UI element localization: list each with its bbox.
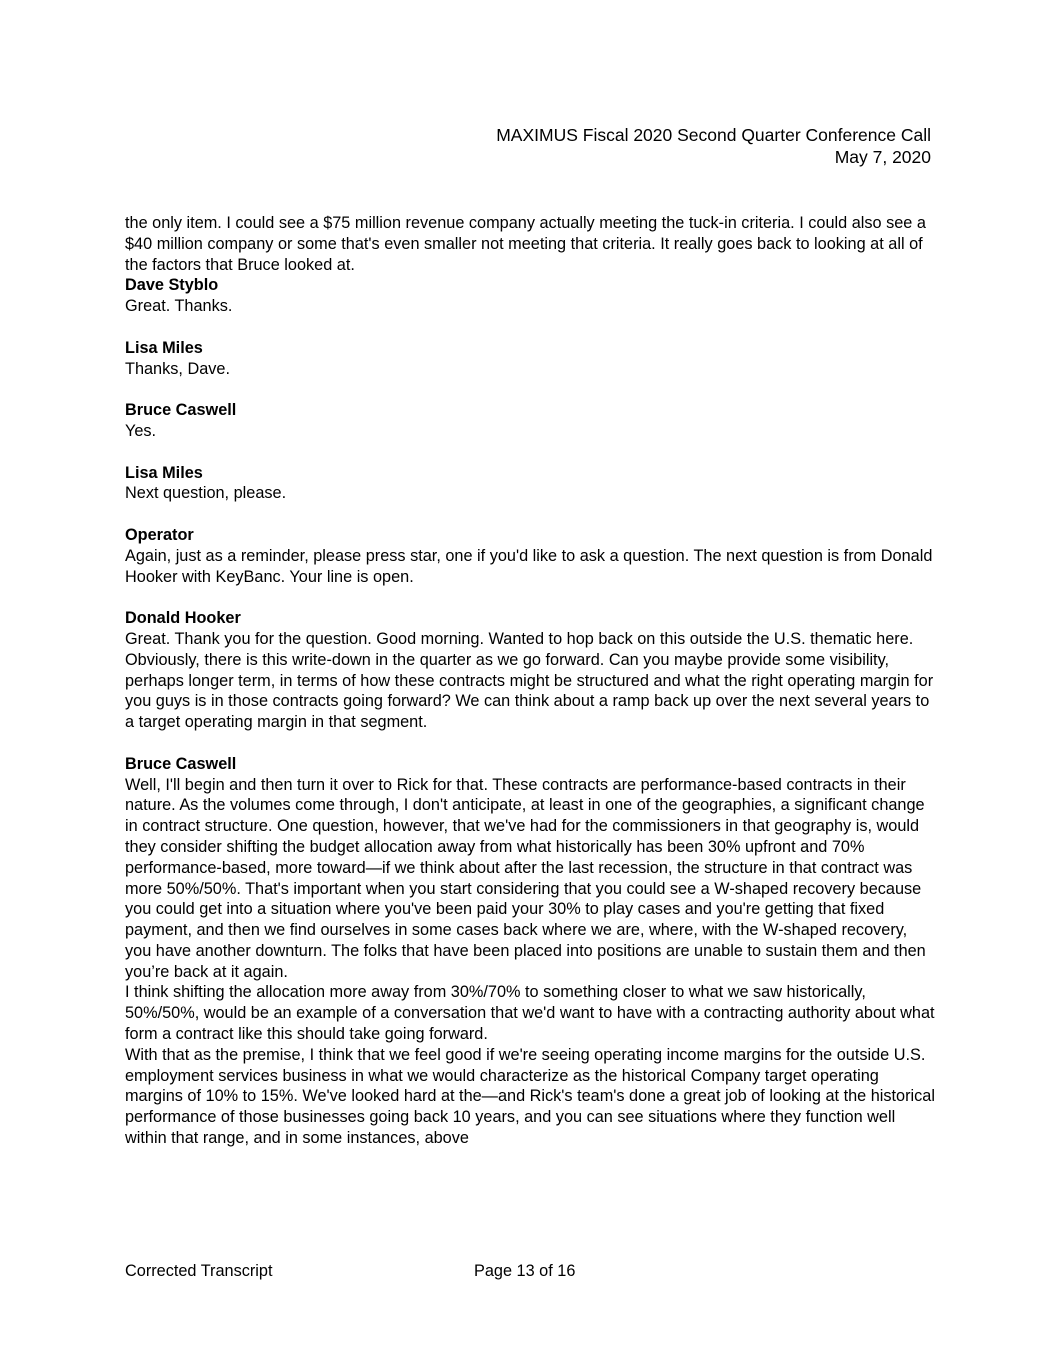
speech-paragraph: Yes. (125, 421, 157, 440)
speaker-name: Dave Styblo (125, 276, 219, 295)
speaker-name: Lisa Miles (125, 463, 203, 482)
page-number: Page 13 of 16 (474, 1262, 576, 1280)
speaker-name: Operator (125, 525, 194, 544)
transcript-entry (125, 338, 935, 380)
transcript-entry (125, 754, 935, 1149)
page-header (496, 125, 931, 168)
speaker-name: Lisa Miles (125, 338, 203, 357)
transcript-entry (125, 608, 935, 733)
speech-paragraph: I think shifting the allocation more away from 30%/70% to something closer to what we saw historically, 50%/50%, would be an example of a conversation that we'd want to have with a contracting authority about what form a contract like this should take going forward. (125, 983, 935, 1044)
transcript-entry (125, 525, 935, 587)
speech-paragraph: Great. Thank you for the question. Good morning. Wanted to hop back on this outside the U.S. thematic here. Obviously, there is this write-down in the quarter as we go forward. Can you maybe provide some visibility, perhaps longer term, in terms of how these contracts might be structured and what the right operating margin for you guys is in those contracts going forward? We can think about a ramp back up over the next several years to a target operating margin in that segment. (125, 629, 934, 732)
speaker-name: Bruce Caswell (125, 401, 237, 420)
speech-paragraph: With that as the premise, I think that we feel good if we're seeing operating income margins for the outside U.S. employment services business in what we would characterize as the historical Company target operating margins of 10% to 15%. We've looked hard at the—and Rick's team's done a great job of looking at the historical performance of those businesses going back 10 years, and you can see situations where they function well within that range, and in some instances, above (125, 1045, 935, 1148)
speech-paragraph: Well, I'll begin and then turn it over to Rick for that. These contracts are performance-based contracts in their nature. As the volumes come through, I don't anticipate, at least in one of the geographies, a significant change in contract structure. One question, however, that we've had for the commissioners in that geography is, would they consider shifting the budget allocation away from what historically has been 30% upfront and 70% performance-based, more toward—if we think about after the last recession, the structure in that contract was more 50%/50%. That's important when you start considering that you could see a W-shaped recovery because you could get into a situation where you've been paid your 30% to play cases and you're getting that fixed payment, and then we find ourselves in some cases back where we are, where, with the W-shaped recovery, you have another downturn. The folks that have been placed into positions are unable to sustain them and then you’re back at it again. (125, 775, 926, 981)
document-date: May 7, 2020 (834, 146, 931, 167)
speaker-name: Bruce Caswell (125, 754, 237, 773)
transcript-entry (125, 275, 935, 317)
speech-paragraph: Great. Thanks. (125, 297, 233, 316)
document-title: MAXIMUS Fiscal 2020 Second Quarter Conference Call (496, 125, 931, 145)
speaker-name: Donald Hooker (125, 609, 241, 628)
transcript-entry (125, 400, 935, 442)
transcript-body (125, 213, 935, 1170)
footer-label: Corrected Transcript (125, 1262, 273, 1280)
speech-paragraph: Thanks, Dave. (125, 359, 230, 378)
speech-paragraph: Next question, please. (125, 484, 287, 503)
intro-paragraph: the only item. I could see a $75 million revenue company actually meeting the tuck-in criteria. I could also see a $40 million company or some that's even smaller not meeting that criteria. It really goes back to looking at all of the factors that Bruce looked at. (125, 214, 926, 274)
speech-paragraph: Again, just as a reminder, please press star, one if you'd like to ask a question. The next question is from Donald Hooker with KeyBanc. Your line is open. (125, 546, 933, 586)
transcript-entry (125, 463, 935, 505)
